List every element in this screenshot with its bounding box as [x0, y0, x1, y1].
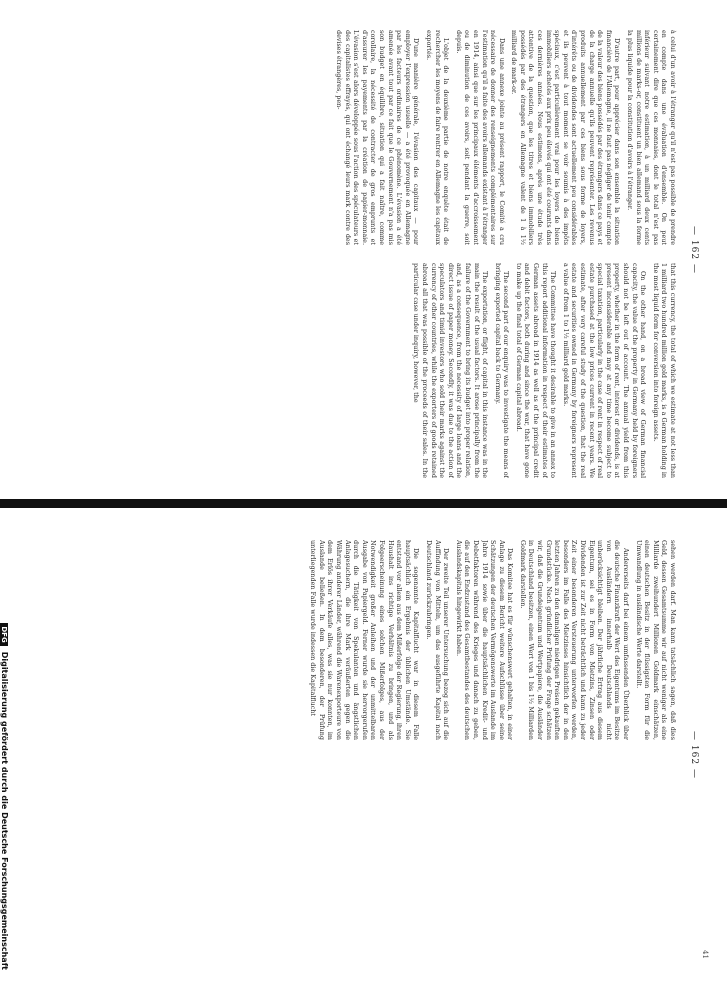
paragraph: Der zweite Teil unserer Untersuchung bezog sich auf die Auffindung von Mitteln, um das ausgeführte Kapital nach Deutschland zurückzubringen.: [424, 540, 451, 740]
paragraph: that this currency, the total of which we estimate at not less than 1 milliard two hundred million gold marks, is a German holding in the most liquid form for conversion into foreign assets.: [651, 263, 677, 478]
paragraph: The second part of our enquiry was to investigate the means of bringing exported capital back to Germany.: [493, 263, 511, 478]
paragraph: Die sogenannte Kapitalflucht war in diesem Falle hauptsächlich ein Ergebnis der üblichen Umstände. Sie entstand vor allem aus dem Mißerfolge der Regierung, ihren Haushalt ins richtige Verhältnis zu bringen, und als Folgeerscheinung eines solchen Mißerfolges, aus der Notwendigkeit großer Anleihen und der unmittelbaren Ausgabe von Papiergeld. Ferner wurde sie hervorgerufen durch die Tätigkeit von Spekulanten und ängstlichen Anlagesuchern, die ihre Mark veräußerten gegen die Währung anderer Länder, während die Warenexporteure von dem Erlös ihrer Verkäufe alles, was sie nur konnten, im Auslande beließen. In dem besonderen, der Prüfung unterliegenden Falle wurde indessen die Kapitalflucht: [309, 540, 421, 740]
left-page-columns: [22, 30, 677, 478]
paragraph: sehen werden darf. Man kann tatsächlich sagen, daß dies Geld, dessen Gesamtsumme wir auf nicht weniger als eine Milliarde zweihundert Millionen Goldmark einschätzen, einen deutschen Besitz in der flüssigsten Form für die Umwandlung in ausländische Werte darstellt.: [634, 540, 677, 740]
dfg-logo: DFG: [0, 623, 8, 645]
paragraph: Dans une annexe jointe au présent rapport, le Comité a cru nécessaire de donner des renseignements complémentaires sur l'estimation qu'il a faite des avoirs allemands existant à l'étranger en 1914, ainsi que sur les principaux éléments d'accroissement ou de diminution de ces avoirs, soit pendant la guerre, soit depuis.: [454, 30, 506, 245]
marginal-mark: 41: [701, 950, 709, 959]
right-page: [0, 510, 727, 1000]
digitization-footer: [0, 0, 9, 1000]
paragraph: Das Komitee hat es für wünschenswert gehalten, in einer Anlage zu diesem Bericht weitere Aufschlüsse über seine Schätzungen der deutschen Vermögenswerte im Auslande im Jahre 1914 sowie über die hauptsächlichen Kredit- und Debetfaktoren während des Krieges und danach zu geben, die auf den Endzustand des Gesamtbestandes des deutschen Auslandskapitals hingewirkt haben.: [454, 540, 515, 740]
german-text-column: [22, 540, 677, 740]
footer-text: Digitalisierung gefördert durch die Deutsche Forschungsgemeinschaft: [0, 651, 9, 970]
paragraph: à celui d'un avoir à l'étranger qu'il n'est pas possible de prendre en compte dans une évaluation d'ensemble. On peut certainement dire que ces monnaies, dont le total n'est pas inférieur suivant notre estimation, à un milliard deux cents millions de marks-or, constituent un bien allemand sous la forme la plus liquide pour la constitution d'avoirs à l'étranger.: [626, 30, 677, 245]
paragraph: The exportation, or flight, of capital in this instance was in the main the result of the usual factors. It arose principally from the failure of the Government to bring its budget into proper relation, and, as a consequence, from the necessity of large loans and the direct issue of paper money. Secondly, it was due to the action of speculators and timid investors who sold their marks against the currency of other countries, while the exporters of goods retained abroad all that was possible of the proceeds of their sales. In the particular case under inquiry, however, the: [412, 263, 490, 478]
paragraph: D'une manière générale, l'évasion des capitaux — pour employer l'expression usuelle — a été provoquée en Allemagne par les facteurs ordinaires de ce phénomène. L'évasion a été amenée avant tout par ce fait que le Gouvernement n'a pas mis son budget en équilibre, situation qui a fait naître, comme corollaire, la nécessité de contracter de gros emprunts et d'assurer les payements par la création de papier-monnaie. L'évasion s'est alors développée sous l'action des spéculateurs et des capitalistes effrayés, qui ont échangé leurs mark contre des devises étrangères, pen-: [335, 30, 421, 245]
page-gutter: [0, 499, 727, 508]
paragraph: L'objet de la deuxième partie de notre enquête était de rechercher les moyens de faire rentrer en Allemagne les capitaux exportés.: [424, 30, 451, 245]
paragraph: On the other hand, on a broad view of German financial capacity, the value of the property in Germany held by foreigners should not be left out of account. The annual yield from this property, whether in the form of rent, interest or dividends, is at present inconsiderable and may at any time become subject to special taxation, particularly in the case of rent in respect of real estate purchased at the low prices current in recent years. We estimate, after very careful study of the question, that the real estate and securities owned in Germany by foreigners represent a value of from 1 to 1½ milliard gold marks.: [561, 263, 648, 478]
french-text-column: [22, 30, 677, 245]
paragraph: D'autre part, pour apprécier dans son ensemble la situation financière de l'Allemagne, il ne faut pas négliger de tenir compte de la valeur des biens possédés par des étrangers dans ce pays et de la charge annuelle qu'ils peuvent représenter. Les revenus produits annuellement par ces biens sous forme de loyers, d'intérêts ou de dividendes sont actuellement peu considérables et ils peuvent à tout moment se voir soumis à des impôts spéciaux, c'est particulièrement vrai pour les loyers de biens immobiliers achetés aux prix peu élevés qui ont été courants dans ces dernières années. Nous estimons, après une étude très attentive de la question, que les titres et biens immobiliers possédés par des étrangers en Allemagne valent de 1 à 1½ milliard de mark-or.: [510, 30, 622, 245]
page-number: — 162 —: [689, 731, 699, 779]
right-page-columns: [22, 540, 677, 740]
page-number: — 162 —: [689, 226, 699, 274]
paragraph: The Committee have thought it desirable to give in an annex to this report additional information in respect of their estimates of German assets abroad in 1914 as well as of the principal credit and debit factors, both during and since the war, that have gone to make up the final total of German capital abroad.: [514, 263, 558, 478]
paragraph: Andererseits darf bei einem umfassenden Überblick über die deutsche Finanzkraft der Wert des Eigentums im Besitze von Ausländern innerhalb Deutschlands nicht unberücksichtigt bleiben. Der jährliche Ertrag aus diesem Eigentum, sei es in Form von Mietzins, Zinsen oder Dividenden ist zur Zeit nicht beträchtlich und kann zu jeder Zeit einer besonderen Versteuerung unterworfen werden, besonders im Falle des Mietzinses hinsichtlich der in den letzten Jahren zu den damaligen niedrigen Preisen gekauften Grundstücke. Nach gründlicher Prüfung der Frage schätzen wir, daß die Grundeigentum und Wertpapiere, die Ausländer in Deutschland besitzen, einen Wert von 1 bis 1½ Milliarden Goldmark darstellen.: [518, 540, 631, 740]
english-text-column: [22, 263, 677, 478]
